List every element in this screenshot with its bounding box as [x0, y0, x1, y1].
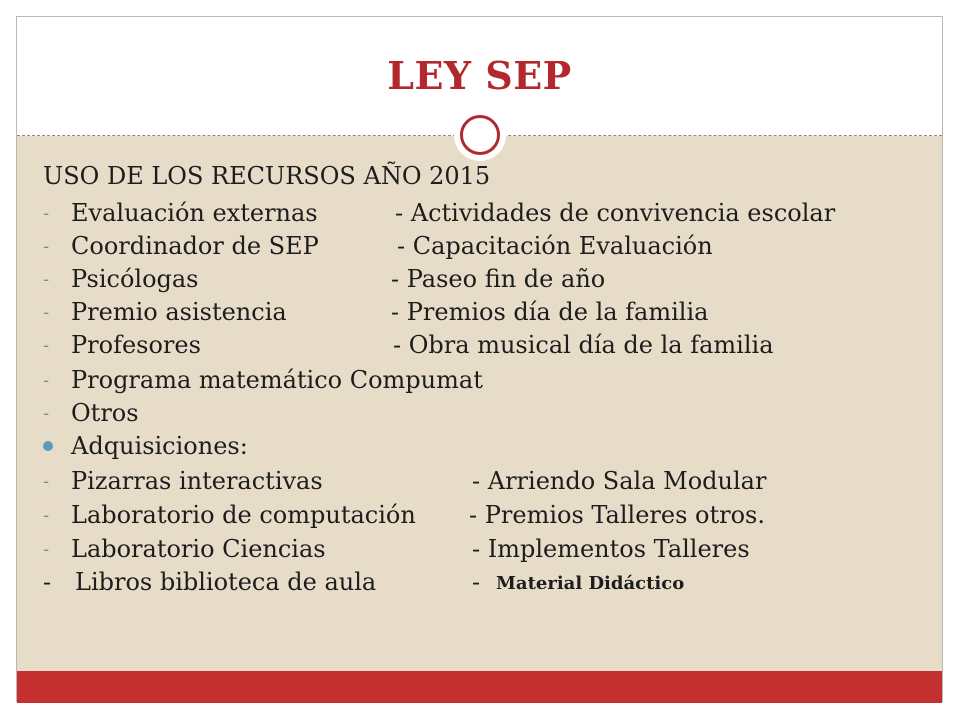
item-left: Laboratorio de computación	[71, 501, 416, 529]
section-heading: USO DE LOS RECURSOS AÑO 2015	[43, 162, 491, 190]
item-left: Otros	[71, 399, 139, 427]
slide-title: LEY SEP	[387, 53, 572, 98]
dash-marker: -	[43, 302, 50, 323]
item-right: - Capacitación Evaluación	[397, 232, 713, 260]
item-left: Laboratorio Ciencias	[71, 535, 326, 563]
acquisitions-heading: Adquisiciones:	[71, 432, 248, 460]
item-right: - Premios día de la familia	[391, 298, 709, 326]
dash-marker: -	[43, 539, 50, 560]
dash-marker: -	[43, 370, 50, 391]
last-right-dash: -	[472, 568, 481, 596]
bullet-dot-icon	[43, 441, 53, 451]
item-left: Evaluación externas	[71, 199, 318, 227]
item-right: - Implementos Talleres	[472, 535, 750, 563]
item-left: Programa matemático Compumat	[71, 366, 483, 394]
item-right: - Paseo fin de año	[391, 265, 606, 293]
item-right: - Premios Talleres otros.	[469, 501, 765, 529]
item-right: - Arriendo Sala Modular	[472, 467, 767, 495]
item-right-bold: Material Didáctico	[496, 573, 685, 594]
item-left: Coordinador de SEP	[71, 232, 319, 260]
dash-marker: -	[43, 335, 50, 356]
item-left: Pizarras interactivas	[71, 467, 323, 495]
dash-marker: -	[43, 471, 50, 492]
dash-marker: -	[43, 403, 50, 424]
last-dash: -	[43, 568, 52, 596]
slide-body	[17, 17, 942, 701]
slide-frame	[16, 16, 943, 702]
item-right: - Actividades de convivencia escolar	[395, 199, 836, 227]
item-left: Profesores	[71, 331, 201, 359]
item-left: Premio asistencia	[71, 298, 287, 326]
dash-marker: -	[43, 505, 50, 526]
item-right: - Obra musical día de la familia	[393, 331, 774, 359]
item-left: Psicólogas	[71, 265, 199, 293]
dash-marker: -	[43, 203, 50, 224]
dash-marker: -	[43, 236, 50, 257]
item-left: Libros biblioteca de aula	[75, 568, 377, 596]
dash-marker: -	[43, 269, 50, 290]
